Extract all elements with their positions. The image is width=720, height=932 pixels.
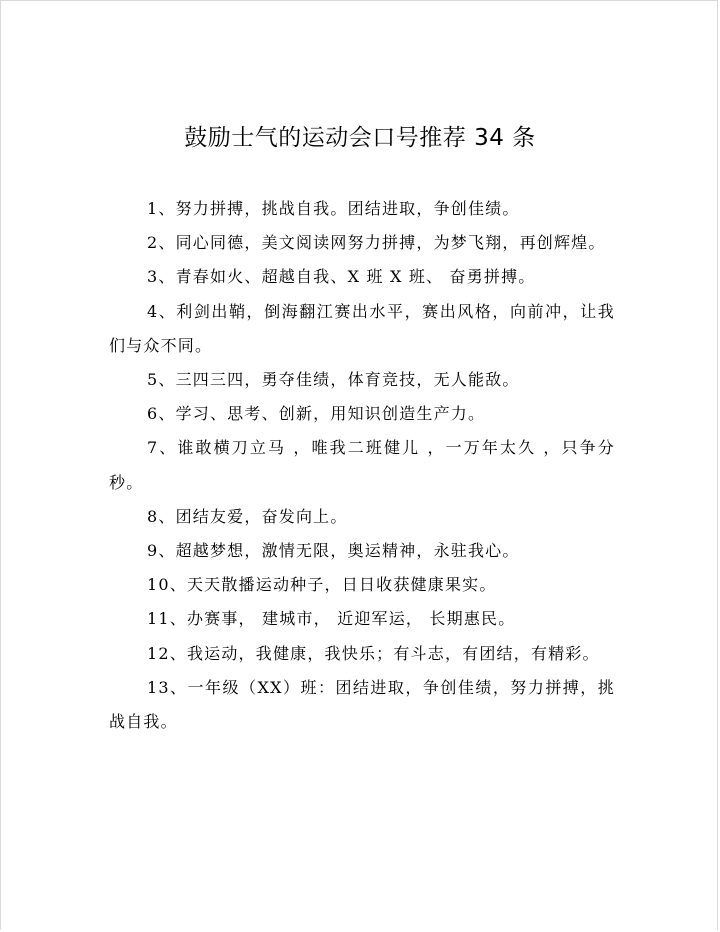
slogan-item-4: 4、利剑出鞘，倒海翻江赛出水平，赛出风格，向前冲，让我们与众不同。 <box>109 301 615 355</box>
slogan-item-5: 5、三四三四，勇夺佳绩，体育竞技，无人能敌。 <box>147 370 520 390</box>
slogan-item-9: 9、超越梦想，激情无限，奥运精神，永驻我心。 <box>147 541 520 561</box>
slogan-item-12: 12、我运动，我健康，我快乐；有斗志，有团结，有精彩。 <box>147 643 600 663</box>
slogan-list <box>109 192 615 739</box>
slogan-item-11: 11、办赛事， 建城市， 近迎军运， 长期惠民。 <box>147 609 516 629</box>
slogan-item-8: 8、团结友爱，奋发向上。 <box>147 506 348 526</box>
slogan-item-10: 10、天天散播运动种子，日日收获健康果实。 <box>147 575 497 595</box>
slogan-item-7: 7、谁敢横刀立马 ，唯我二班健儿 ，一万年太久 ，只争分秒。 <box>109 438 615 492</box>
slogan-item-13: 13、一年级（XX）班：团结进取，争创佳绩，努力拼搏，挑战自我。 <box>109 677 615 732</box>
slogan-item-1: 1、努力拼搏，挑战自我。团结进取，争创佳绩。 <box>147 199 520 218</box>
slogan-item-2: 2、同心同德，美文阅读网努力拼搏，为梦飞翔，再创辉煌。 <box>147 233 606 253</box>
slogan-item-3: 3、青春如火、超越自我、X 班 X 班、 奋勇拼搏。 <box>147 267 536 287</box>
document-title: 鼓励士气的运动会口号推荐 34 条 <box>184 125 536 151</box>
slogan-item-6: 6、学习、思考、创新，用知识创造生产力。 <box>147 404 486 424</box>
